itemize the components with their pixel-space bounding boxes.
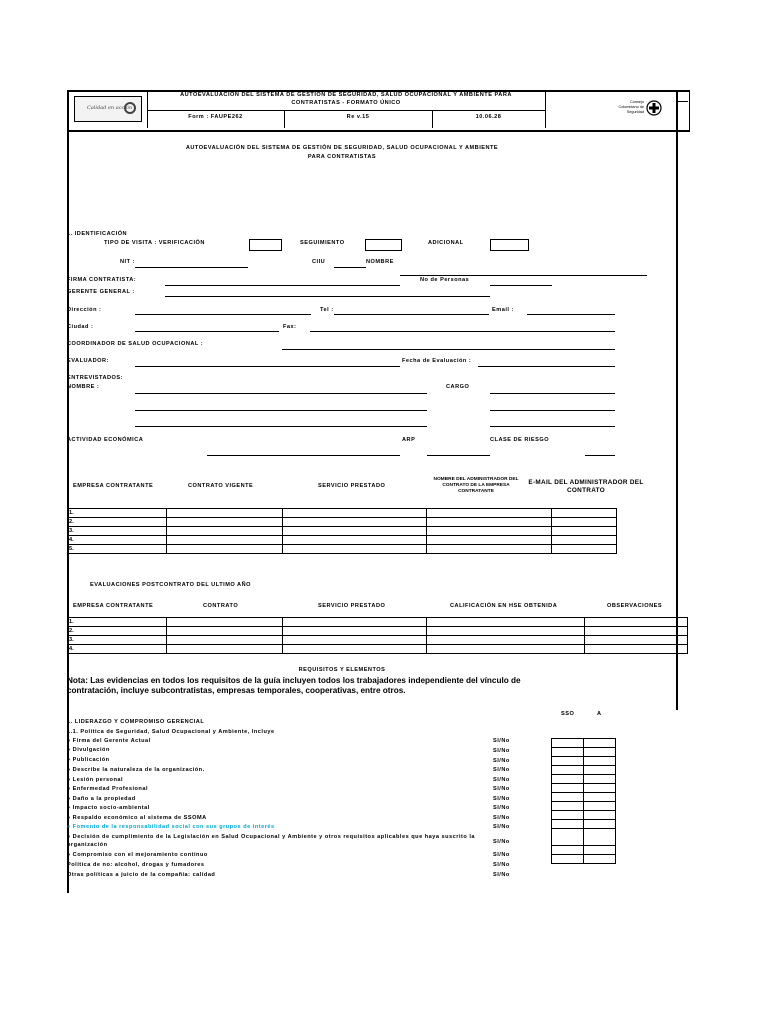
requisitos-title: REQUISITOS Y ELEMENTOS xyxy=(298,667,386,673)
council-logo xyxy=(610,97,662,121)
nit-label: NIT : xyxy=(120,259,135,265)
answer-option[interactable]: SI/No xyxy=(493,796,510,802)
evaluador-label: EVALUADOR: xyxy=(67,358,109,364)
a-cell[interactable] xyxy=(584,802,616,811)
coordinador-field[interactable] xyxy=(282,349,615,350)
list-item: » Fomento de la responsabilidad social con sus grupos de interés xyxy=(67,824,275,830)
answer-option[interactable]: SI/No xyxy=(493,824,510,830)
postcontrato-table xyxy=(67,617,688,654)
subsection-politica: 1.1. Política de Seguridad, Salud Ocupacional y Ambiente, Incluye xyxy=(67,729,275,735)
a-cell[interactable] xyxy=(584,784,616,793)
list-item: » Publicación xyxy=(67,757,110,763)
sso-cell[interactable] xyxy=(552,775,584,784)
row-number: 4. xyxy=(68,645,167,654)
email-label: Email : xyxy=(492,307,514,313)
header-title-line2: CONTRATISTAS - FORMATO ÚNICO xyxy=(291,100,401,106)
list-item: Otras políticas a juicio de la compañía: calidad xyxy=(67,872,216,878)
coordinador-label: COORDINADOR DE SALUD OCUPACIONAL : xyxy=(67,341,204,347)
sso-cell[interactable] xyxy=(552,855,584,864)
table-row xyxy=(68,545,617,554)
answer-option[interactable]: SI/No xyxy=(493,786,510,792)
tel-label: Tel : xyxy=(320,307,334,313)
logo-right-line2: Colombiano de xyxy=(618,105,644,109)
list-item: » Lesión personal xyxy=(67,777,124,783)
list-item: » Respaldo económico al sistema de SSOMA xyxy=(67,815,207,821)
sso-cell[interactable] xyxy=(552,757,584,766)
answer-option[interactable]: SI/No xyxy=(493,748,510,754)
col-observaciones: OBSERVACIONES xyxy=(607,603,663,609)
table-row xyxy=(552,784,616,793)
top-rule xyxy=(400,275,647,276)
nota-line2: contratación, incluye subcontratistas, empresas temporales, cooperativas, entre otros. xyxy=(67,686,406,695)
table-row xyxy=(552,739,616,748)
col-empresa-contratante: EMPRESA CONTRATANTE xyxy=(73,483,154,489)
entrevistado-nombre-field-1[interactable] xyxy=(135,393,427,394)
a-cell[interactable] xyxy=(584,739,616,748)
row-number: 3. xyxy=(68,636,167,645)
fax-label: Fax: xyxy=(283,324,297,330)
col-sso: SSO xyxy=(561,711,575,717)
fax-field[interactable] xyxy=(310,331,615,332)
sso-cell[interactable] xyxy=(552,766,584,775)
gerente-label: GERENTE GENERAL : xyxy=(67,289,135,295)
postcontrato-title: EVALUACIONES POSTCONTRATO DEL ULTIMO AÑO xyxy=(90,582,251,588)
table-row xyxy=(68,618,688,627)
a-cell[interactable] xyxy=(584,855,616,864)
clase-riesgo-label: CLASE DE RIESGO xyxy=(490,437,550,443)
table-row xyxy=(552,811,616,820)
table-row xyxy=(68,536,617,545)
list-item: » Firma del Gerente Actual xyxy=(67,738,151,744)
table-row xyxy=(552,766,616,775)
sso-cell[interactable] xyxy=(552,739,584,748)
form-code: Form : FAUPE262 xyxy=(188,114,243,120)
a-cell[interactable] xyxy=(584,811,616,820)
fecha-evaluacion-label: Fecha de Evaluación : xyxy=(402,358,472,364)
list-item: » Divulgación xyxy=(67,747,110,753)
actividad-label: ACTIVIDAD ECONÓMICA xyxy=(67,437,144,443)
divider xyxy=(147,110,545,111)
cargo-label: CARGO xyxy=(446,384,470,390)
table-row xyxy=(68,518,617,527)
table-row xyxy=(68,627,688,636)
col-empresa-contratante-2: EMPRESA CONTRATANTE xyxy=(73,603,154,609)
table-row xyxy=(552,757,616,766)
form-subtitle-line1: AUTOEVALUACIÓN DEL SISTEMA DE GESTIÓN DE SEGURIDAD, SALUD OCUPACIONAL Y AMBIENTE xyxy=(185,145,499,151)
nota-line1: Nota: Las evidencias en todos los requisitos de la guía incluyen todos los trabajadores independiente del vínculo de xyxy=(67,676,521,685)
row-number: 3. xyxy=(68,527,167,536)
firma-label: FIRMA CONTRATISTA: xyxy=(67,277,137,283)
answer-option[interactable]: SI/No xyxy=(493,777,510,783)
entrevistado-cargo-field-1[interactable] xyxy=(490,393,615,394)
table-row xyxy=(552,846,616,855)
table-row xyxy=(552,855,616,864)
sso-cell[interactable] xyxy=(552,829,584,846)
entrevistado-nombre-field-2[interactable] xyxy=(135,410,427,411)
answer-option[interactable]: SI/No xyxy=(493,815,510,821)
sso-cell[interactable] xyxy=(552,793,584,802)
header-date: 10.06.28 xyxy=(475,114,502,120)
section-identificacion: 1. IDENTIFICACIÓN xyxy=(67,231,128,237)
logo-text: Calidad en acción xyxy=(87,105,133,111)
answer-option[interactable]: SI/No xyxy=(493,767,510,773)
answer-option[interactable]: SI/No xyxy=(493,872,510,878)
seguimiento-checkbox[interactable] xyxy=(365,239,402,251)
tel-field[interactable] xyxy=(334,314,489,315)
clase-riesgo-field[interactable] xyxy=(585,455,615,456)
ciiu-label: CIIU xyxy=(312,259,326,265)
seguimiento-label: SEGUIMIENTO xyxy=(300,240,345,246)
revision: Re v.15 xyxy=(346,114,370,120)
table-row xyxy=(552,748,616,757)
row-number: 2. xyxy=(68,518,167,527)
col-calificacion-hse: CALIFICACIÓN EN HSE OBTENIDA xyxy=(450,603,558,609)
col-servicio-prestado-2: SERVICIO PRESTADO xyxy=(318,603,386,609)
answer-option[interactable]: SI/No xyxy=(493,758,510,764)
company-logo xyxy=(74,96,142,122)
nombre2-label: NOMBRE : xyxy=(67,384,100,390)
table-row xyxy=(68,527,617,536)
verificacion-checkbox[interactable] xyxy=(249,239,282,251)
adicional-checkbox[interactable] xyxy=(490,239,529,251)
answer-option[interactable]: SI/No xyxy=(493,862,510,868)
entrevistado-nombre-field-3[interactable] xyxy=(135,426,427,427)
row-number: 2. xyxy=(68,627,167,636)
a-cell[interactable] xyxy=(584,757,616,766)
header-title-line1: AUTOEVALUACIÓN DEL SISTEMA DE GESTIÓN DE SEGURIDAD, SALUD OCUPACIONAL Y AMBIENTE PARA xyxy=(180,92,512,98)
score-table xyxy=(551,738,616,864)
row-number: 4. xyxy=(68,536,167,545)
table-row xyxy=(68,645,688,654)
list-item: » Describe la naturaleza de la organización. xyxy=(67,767,205,773)
a-cell[interactable] xyxy=(584,846,616,855)
contratos-table xyxy=(67,508,617,554)
answer-option[interactable]: SI/No xyxy=(493,805,510,811)
answer-option[interactable]: SI/No xyxy=(493,839,510,845)
answer-option[interactable]: SI/No xyxy=(493,738,510,744)
a-cell[interactable] xyxy=(584,829,616,846)
answer-option[interactable]: SI/No xyxy=(493,852,510,858)
logo-right-line3: Seguridad xyxy=(626,110,644,114)
list-item-continued: organización xyxy=(67,842,108,848)
list-item: » Enfermedad Profesional xyxy=(67,786,149,792)
divider xyxy=(676,101,688,102)
a-cell[interactable] xyxy=(584,766,616,775)
sso-cell[interactable] xyxy=(552,784,584,793)
direccion-label: Dirección : xyxy=(67,307,102,313)
nombre-label: NOMBRE xyxy=(366,259,394,265)
ciiu-field[interactable] xyxy=(334,267,366,268)
tipo-visita-label: TIPO DE VISITA : VERIFICACIÓN xyxy=(104,240,205,246)
sso-cell[interactable] xyxy=(552,748,584,757)
logo-mark-icon xyxy=(123,101,137,115)
actividad-field[interactable] xyxy=(207,455,400,456)
direccion-field[interactable] xyxy=(135,314,311,315)
arp-label: ARP xyxy=(402,437,416,443)
no-personas-field[interactable] xyxy=(490,285,552,286)
section-liderazgo: 1. LIDERAZGO Y COMPROMISO GERENCIAL xyxy=(67,719,205,725)
col-contrato: CONTRATO xyxy=(203,603,239,609)
list-item: » Daño a la propiedad xyxy=(67,796,136,802)
col-servicio-prestado: SERVICIO PRESTADO xyxy=(318,483,386,489)
arp-field[interactable] xyxy=(427,455,490,456)
table-row xyxy=(552,793,616,802)
list-item: » Compromiso con el mejoramiento continuo xyxy=(67,852,208,858)
logo-right-line1: Consejo xyxy=(630,100,644,104)
list-item: Política de no: alcohol, drogas y fumadores xyxy=(67,862,205,868)
a-cell[interactable] xyxy=(584,820,616,829)
row-number: 1. xyxy=(68,509,167,518)
table-row xyxy=(552,775,616,784)
sso-cell[interactable] xyxy=(552,802,584,811)
form-subtitle-line2: PARA CONTRATISTAS xyxy=(307,154,377,160)
fecha-evaluacion-field[interactable] xyxy=(478,366,615,367)
table-row xyxy=(552,820,616,829)
adicional-label: ADICIONAL xyxy=(428,240,464,246)
a-cell[interactable] xyxy=(584,748,616,757)
entrevistado-cargo-field-3[interactable] xyxy=(490,426,615,427)
list-item: » Decisión de cumplimiento de la Legislación en Salud Ocupacional y Ambiente y otros requisitos aplicables que haya suscrito la xyxy=(67,834,476,840)
a-cell[interactable] xyxy=(584,793,616,802)
row-number: 1. xyxy=(68,618,167,627)
table-row xyxy=(552,829,616,846)
sso-cell[interactable] xyxy=(552,846,584,855)
cross-emblem-icon xyxy=(646,99,662,117)
col-nombre-administrador: NOMBRE DEL ADMINISTRADOR DEL CONTRATO DE LA EMPRESA CONTRATANTE xyxy=(433,477,519,494)
ciudad-field[interactable] xyxy=(135,331,279,332)
col-a: A xyxy=(597,711,602,717)
table-row xyxy=(68,636,688,645)
email-field[interactable] xyxy=(527,314,615,315)
entrevistado-cargo-field-2[interactable] xyxy=(490,410,615,411)
sso-cell[interactable] xyxy=(552,811,584,820)
ciudad-label: Ciudad : xyxy=(67,324,94,330)
col-email-administrador: E-MAIL DEL ADMINISTRADOR DEL CONTRATO xyxy=(528,479,644,494)
a-cell[interactable] xyxy=(584,775,616,784)
table-row xyxy=(68,509,617,518)
entrevistados-label: ENTREVISTADOS: xyxy=(67,375,123,381)
list-item: » Impacto socio-ambiental xyxy=(67,805,150,811)
evaluador-field[interactable] xyxy=(135,366,400,367)
table-row xyxy=(552,802,616,811)
divider xyxy=(545,91,546,128)
gerente-field[interactable] xyxy=(165,296,490,297)
sso-cell[interactable] xyxy=(552,820,584,829)
firma-field[interactable] xyxy=(165,285,400,286)
col-contrato-vigente: CONTRATO VIGENTE xyxy=(188,483,254,489)
no-personas-label: No de Personas xyxy=(420,277,470,283)
row-number: 5. xyxy=(68,545,167,554)
nit-field[interactable] xyxy=(135,267,248,268)
